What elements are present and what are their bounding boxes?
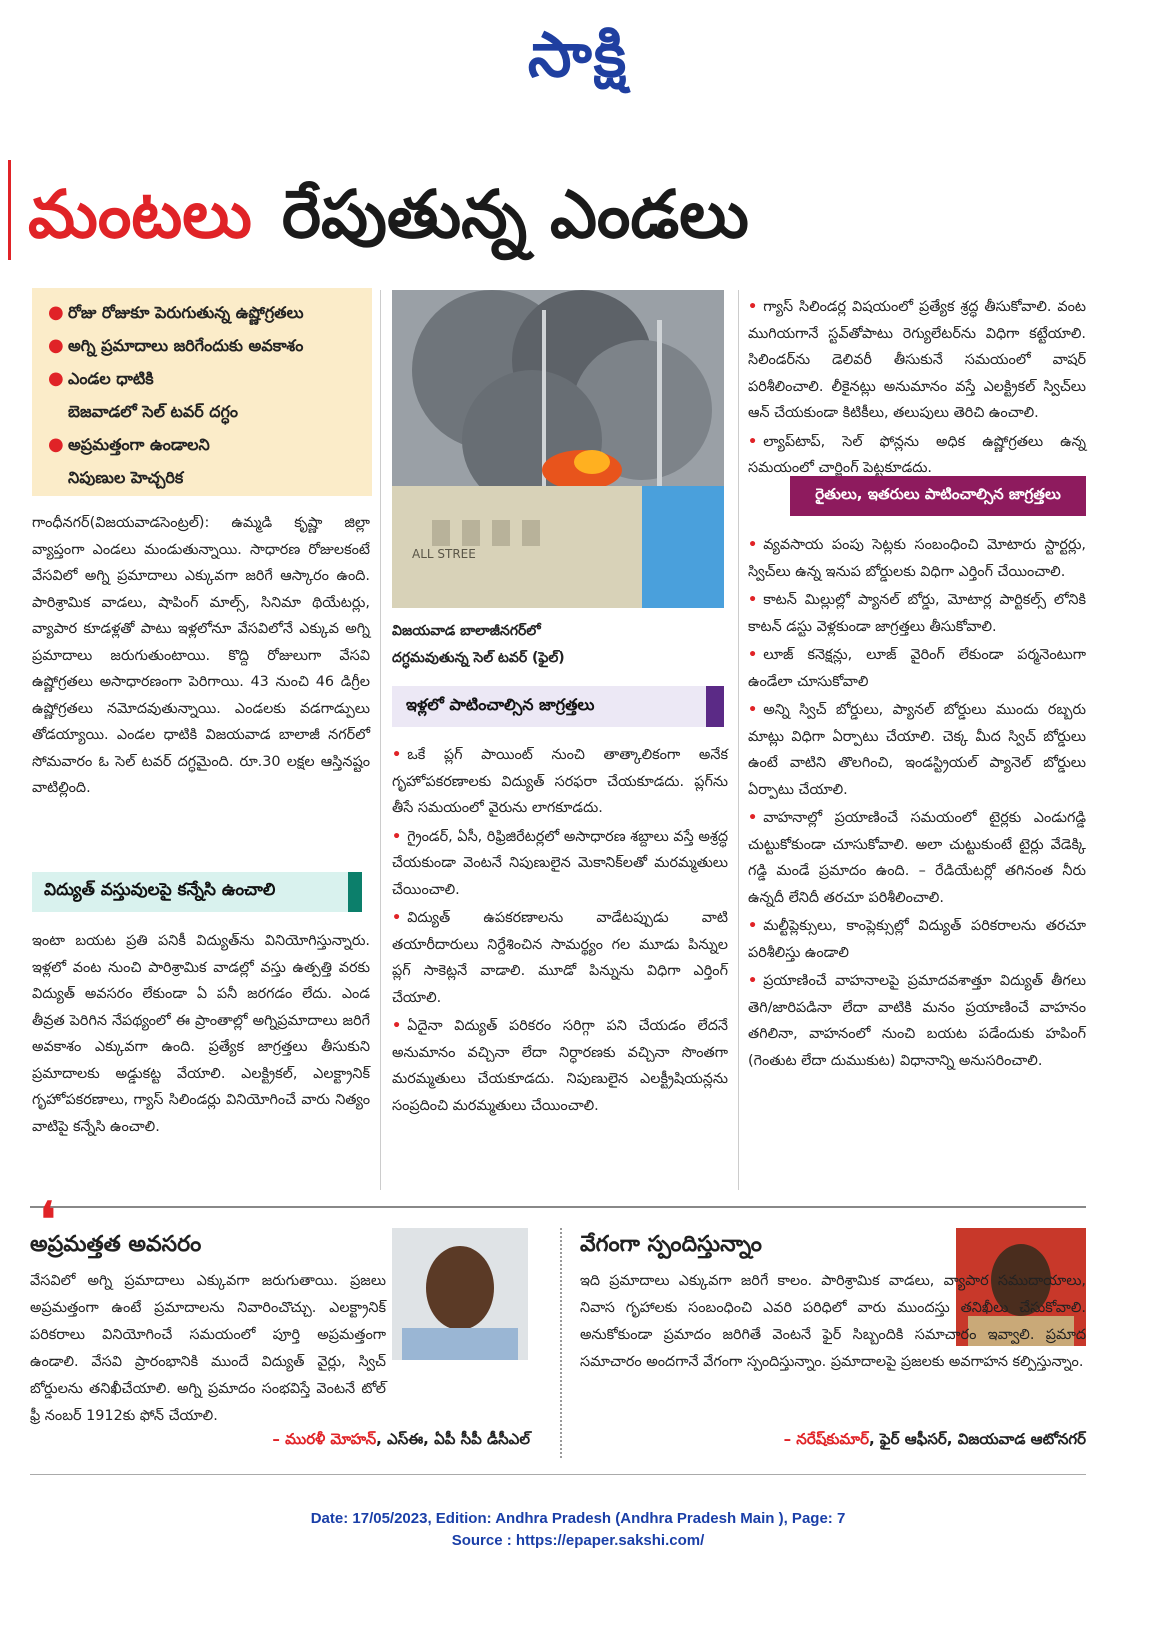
caption-line: దగ్ధమవుతున్న సెల్ టవర్ (ఫైల్) xyxy=(392,650,565,666)
headline-red: మంటలు xyxy=(28,176,252,253)
highlight-item: నిపుణుల హెచ్చరిక xyxy=(68,468,184,487)
list-item: • వ్యవసాయ పంపు సెట్లకు సంబంధించి మోటారు స్టార్టర్లు, స్విచ్‌లు ఉన్న ఇనుప బోర్డులకు విధిగా ఎర్తింగ్ చేయించాలి. xyxy=(748,537,1086,580)
list-item: • మల్టీప్లెక్సులు, కాంప్లెక్సుల్లో విద్యుత్ పరికరాలను తరచూ పరిశీలిస్తు ఉండాలి xyxy=(748,918,1086,961)
quote1-photo xyxy=(392,1228,528,1360)
list-item: • కాటన్ మిల్లుల్లో ప్యానల్ బోర్డు, మోటార్ల పార్టికల్స్ లోనికి కాటన్ డస్టు వెళ్లకుండా జాగ్రత్తలు తీసుకోవాలి. xyxy=(748,592,1086,635)
masthead-logo: సాక్షి xyxy=(527,18,629,91)
highlights-box xyxy=(32,288,372,496)
headline-rule xyxy=(8,160,11,260)
fire-illustration xyxy=(392,290,724,608)
footer-source: Source : https://epaper.sakshi.com/ xyxy=(451,1532,705,1549)
footer-date: Date: 17/05/2023, Edition: Andhra Pradesh (Andhra Pradesh Main ), Page: 7 xyxy=(310,1510,846,1527)
bottom-rule xyxy=(30,1474,1086,1475)
section2-list xyxy=(392,742,728,1121)
list-item: • గ్రైండర్, ఏసీ, రిఫ్రిజిరేటర్లలో అసాధారణ శబ్దాలు వస్తే అశ్రద్ధ చేయకుండా వెంటనే నిపుణులైన మెకానిక్‌లతో మరమ్మతులు చేయించాలి. xyxy=(392,828,728,898)
headline xyxy=(28,160,1138,280)
person-avatar xyxy=(392,1228,528,1360)
highlight-item: బెజవాడలో సెల్ టవర్ దగ్ధం xyxy=(68,402,239,421)
quote1-column xyxy=(30,1268,386,1430)
tower-fire-photo xyxy=(392,290,724,608)
section3-list xyxy=(748,532,1086,1076)
quotes-rule xyxy=(30,1206,1086,1208)
section1-title: విద్యుత్ వస్తువులపై కన్నేసి ఉంచాలి xyxy=(32,872,362,912)
highlight-item: ● అప్రమత్తంగా ఉండాలని xyxy=(48,434,210,455)
quote1-title: అప్రమత్తత అవసరం xyxy=(30,1232,202,1257)
section1-text: ఇంటా బయట ప్రతి పనికీ విద్యుత్‌ను వినియోగిస్తున్నారు. ఇళ్లలో వంట నుంచి పారిశ్రామిక వాడల్లో వస్తు ఉత్పత్తి వరకు విద్యుత్ అవసరం లేకుండా ఏ పనీ జరగడం లేదు. ఎండ తీవ్రత పెరిగిన నేపథ్యంలో ఈ ప్రాంతాల్లో అగ్నిప్రమాదాలు జరిగే అవకాశం ఎక్కువగా ఉంది. ప్రత్యేక జాగ్రత్తలు తీసుకుని ప్రమాదాలకు అడ్డుకట్ట వేయాలి. ఎలక్ట్రికల్, ఎలక్ట్రానిక్ గృహోపకరణాలు, గ్యాస్ సిలిండర్లు వినియోగించే వారు నిత్యం వాటిపై కన్నేసి ఉంచాలి. xyxy=(32,933,370,1135)
list-item: • ల్యాప్‌టాప్, సెల్ ఫోన్లను అధిక ఉష్ణోగ్రతలు ఉన్న సమయంలో చార్జింగ్ పెట్టకూడదు. xyxy=(748,433,1086,476)
highlight-item: ● అగ్ని ప్రమాదాలు జరిగేందుకు అవకాశం xyxy=(48,335,304,356)
quote2-signature: – నరేష్‌కుమార్, ఫైర్ ఆఫీసర్, విజయవాడ ఆటోనగర్ xyxy=(783,1430,1086,1448)
section2-title: ఇళ్లలో పాటించాల్సిన జాగ్రత్తలు xyxy=(392,686,724,727)
list-item: • ప్రయాణించే వాహనాలపై ప్రమాదవశాత్తూ విద్యుత్ తీగలు తెగి/జారిపడినా లేదా వాటికి మనం ప్రయాణించే వాహనం తగిలినా, వాహనంలో నుంచి బయట పడేందుకు హపింగ్ (గెంతుట లేదా దుముకుట) విధానాన్ని అనుసరించాలి. xyxy=(748,973,1086,1069)
svg-text:ALL STREE: ALL STREE xyxy=(412,547,476,561)
quotes-divider xyxy=(560,1228,562,1458)
list-item: • అన్ని స్విచ్ బోర్డులు, ప్యానల్ బోర్డులు ముందు రబ్బరు మాట్లు విధిగా ఏర్పాటు చేయాలి. చెక్క మీద స్విచ్ బోర్డులు ఉంటే వాటిని తొలగించి, ఇండస్ట్రియల్ ప్యానెల్ బోర్డులు ఏర్పాటు చేయాలి. xyxy=(748,702,1086,798)
section3-title: రైతులు, ఇతరులు పాటించాల్సిన జాగ్రత్తలు xyxy=(790,476,1086,516)
headline-black: రేపుతున్న ఎండలు xyxy=(281,176,749,253)
list-item: • వాహనాల్లో ప్రయాణించే సమయంలో టైర్లకు ఎండుగడ్డి చుట్టుకోకుండా చూసుకోవాలి. అలా చుట్టుకుంటే టైర్లు వేడెక్కి గడ్డి మండే ప్రమాదం ఉంది. – రేడియేటర్లో తగినంత నీరు ఉన్నదీ లేనిదీ తరచూ పరిశీలించాలి. xyxy=(748,810,1086,906)
quote2-title: వేగంగా స్పందిస్తున్నాం xyxy=(580,1232,762,1257)
list-item: • ఏదైనా విద్యుత్ పరికరం సరిగ్గా పని చేయడం లేదనే అనుమానం వచ్చినా లేదా నిర్ధారణకు వచ్చినా సొంతగా మరమ్మతులు చేయకూడదు. నిపుణులైన ఎలక్ట్రీషియన్లను సంప్రదించి మరమ్మతులు చేయించాలి. xyxy=(392,1018,728,1114)
quote1-text: వేసవిలో అగ్ని ప్రమాదాలు ఎక్కువగా జరుగుతాయి. ప్రజలు అప్రమత్తంగా ఉంటే ప్రమాదాలను నివారించొచ్చు. ఎలక్ట్రానిక్ పరికరాలు వినియోగించే సమయంలో పూర్తి అప్రమత్తంగా ఉండాలి. వేసవి ప్రారంభానికి ముందే విద్యుత్ వైర్లు, స్విచ్ బోర్డులను తనిఖీచేయాలి. అగ్ని ప్రమాదం సంభవిస్తే వెంటనే టోల్ ఫ్రీ నంబర్ 1912కు ఫోన్ చేయాలి. xyxy=(30,1273,386,1424)
highlight-item: ● ఎండల ధాటికి xyxy=(48,368,154,389)
list-item: • ఒకే ప్లగ్ పాయింట్ నుంచి తాత్కాలికంగా అనేక గృహోపకరణాలకు విద్యుత్ సరఫరా చేయకూడదు. ప్లగ్‌ను తీసే సమయంలో వైరును లాగకూడదు. xyxy=(392,747,728,816)
intro-column xyxy=(32,510,370,802)
column-divider xyxy=(380,290,381,1190)
quote2-text: ఇది ప్రమాదాలు ఎక్కువగా జరిగే కాలం. పారిశ్రామిక వాడలు, వ్యాపార సముదాయాలు, నివాస గృహాలకు సంబంధించి ఎవరి పరిధిలో వారు ముందస్తు తనిఖీలు చేసుకోవాలి. అనుకోకుండా ప్రమాదం జరిగితే వెంటనే ఫైర్ సిబ్బందికి సమాచారం ఇవ్వాలి. ప్రమాద సమాచారం అందగానే వేగంగా స్పందిస్తున్నాం. ప్రమాదాలపై ప్రజలకు అవగాహన కల్పిస్తున్నాం. xyxy=(580,1273,1086,1370)
caption-line: విజయవాడ బాలాజీనగర్‌లో xyxy=(392,623,541,639)
column-divider xyxy=(738,290,739,1190)
list-item: • లూజ్ కనెక్షన్లు, లూజ్ వైరింగ్ లేకుండా పర్మనెంటుగా ఉండేలా చూసుకోవాలి xyxy=(748,647,1086,690)
quote2-column xyxy=(580,1268,1086,1376)
list-item: • గ్యాస్ సిలిండర్ల విషయంలో ప్రత్యేక శ్రద్ధ తీసుకోవాలి. వంట ముగియగానే స్టవ్‌తోపాటు రెగ్యులేటర్‌ను విధిగా కట్టేయాలి. సిలిండర్‌ను డెలివరీ తీసుకునే సమయంలో వాషర్ పరిశీలించాలి. లీకైనట్లు అనుమానం వస్తే ఎలక్ట్రికల్ స్విచ్‌లు ఆన్ చేయకుండా కిటికీలు, తలుపులు తెరిచి ఉంచాలి. xyxy=(748,299,1086,421)
quote1-signature: – మురళీ మోహన్, ఎస్ఈ, ఏపీ సీపీ డీసీఎల్ xyxy=(272,1430,530,1448)
section1-column xyxy=(32,928,370,1140)
list-item: • విద్యుత్ ఉపకరణాలను వాడేటప్పుడు వాటి తయారీదారులు నిర్దేశించిన సామర్థ్యం గల మూడు పిన్నుల ప్లగ్ సాకెట్లనే వాడాలి. మూడో పిన్నును విధిగా ఎర్తింగ్ చేయాలి. xyxy=(392,910,728,1006)
highlight-item: ● రోజు రోజుకూ పెరుగుతున్న ఉష్ణోగ్రతలు xyxy=(48,302,304,323)
quote-mark-icon: ❛ xyxy=(40,1192,56,1248)
section2-continued xyxy=(748,294,1086,484)
intro-text: గాంధీనగర్(విజయవాడసెంట్రల్): ఉమ్మడి కృష్ణా జిల్లా వ్యాప్తంగా ఎండలు మండుతున్నాయి. సాధారణ రోజులకంటే వేసవిలో అగ్ని ప్రమాదాలు ఎక్కువగా జరిగే ఆస్కారం ఉంది. పారిశ్రామిక వాడలు, షాపింగ్ మాల్స్, సినిమా థియేటర్లు, వ్యాపార కూడళ్లతో పాటు ఇళ్లలోనూ వేసవిలోనే ఎక్కువ అగ్ని ప్రమాదాలు జరుగుతుంటాయి. కొద్ది రోజులుగా వేసవి ఉష్ణోగ్రతలు అసాధారణంగా పెరిగాయి. 43 నుంచి 46 డిగ్రీల ఉష్ణోగ్రతలు నమోదవుతున్నాయి. ఎండలకు వడగాడ్పులు తోడయ్యాయి. ఎండల ధాటికి విజయవాడ బాలాజీ నగర్‌లో సోమవారం ఓ సెల్ టవర్ దగ్ధమైంది. రూ.30 లక్షల ఆస్తినష్టం వాటిల్లింది. xyxy=(32,515,370,796)
photo-caption xyxy=(392,618,724,672)
